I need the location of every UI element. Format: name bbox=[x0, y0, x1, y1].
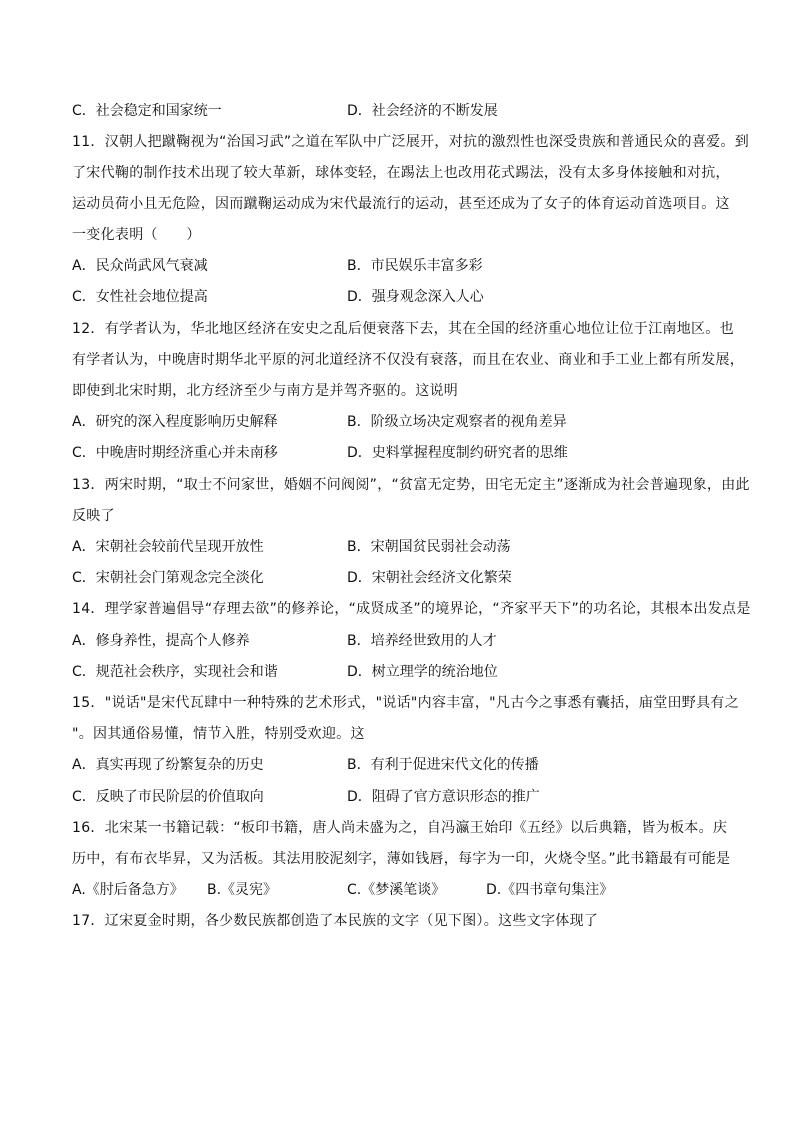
q15-stem-line-2: "。因其通俗易懂，情节入胜，特别受欢迎。这 bbox=[72, 726, 365, 742]
q15-option-c[interactable]: C．反映了市民阶层的价值取向 bbox=[72, 789, 264, 805]
q14-option-a[interactable]: A．修身养性，提高个人修养 bbox=[72, 633, 250, 649]
q11-option-a[interactable]: A．民众尚武风气衰减 bbox=[72, 258, 208, 274]
q11-stem-line-1: 11．汉朝人把蹴鞠视为“治国习武”之道在军队中广泛展开，对抗的激烈性也深受贵族和普通民众的喜爱。到 bbox=[72, 134, 750, 150]
q16-option-a[interactable]: A.《肘后备急方》 bbox=[72, 882, 184, 898]
q13-option-a[interactable]: A．宋朝社会较前代呈现开放性 bbox=[72, 539, 264, 555]
q14-option-b[interactable]: B．培养经世致用的人才 bbox=[347, 633, 497, 649]
q16-option-b[interactable]: B.《灵宪》 bbox=[207, 882, 278, 898]
q12-stem-line-2: 有学者认为，中晚唐时期华北平原的河北道经济不仅没有衰落，而且在农业、商业和手工业上都有所发展， bbox=[72, 352, 745, 368]
q10-option-d[interactable]: D．社会经济的不断发展 bbox=[347, 103, 498, 119]
q11-stem-line-3: 运动员荷小且无危险，因而蹴鞠运动成为宋代最流行的运动，甚至还成为了女子的体育运动首选项目。这 bbox=[72, 196, 730, 212]
q12-option-c[interactable]: C．中晚唐时期经济重心并未南移 bbox=[72, 445, 278, 461]
q16-stem-line-1: 16．北宋某一书籍记载：“板印书籍，唐人尚未盛为之，自冯瀛王始印《五经》以后典籍，皆为板本。庆 bbox=[72, 820, 728, 836]
q16-option-c[interactable]: C.《梦溪笔谈》 bbox=[347, 882, 446, 898]
q14-option-c[interactable]: C．规范社会秩序，实现社会和谐 bbox=[72, 664, 278, 680]
q11-option-c[interactable]: C．女性社会地位提高 bbox=[72, 289, 208, 305]
q13-stem-line-2: 反映了 bbox=[72, 508, 115, 524]
q14-option-d[interactable]: D．树立理学的统治地位 bbox=[347, 664, 498, 680]
q12-stem-line-1: 12．有学者认为，华北地区经济在安史之乱后便衰落下去，其在全国的经济重心地位让位于江南地区。也 bbox=[72, 321, 734, 337]
q12-option-d[interactable]: D．史料掌握程度制约研究者的思维 bbox=[347, 445, 568, 461]
q12-option-a[interactable]: A．研究的深入程度影响历史解释 bbox=[72, 414, 278, 430]
q10-option-c[interactable]: C．社会稳定和国家统一 bbox=[72, 103, 222, 119]
q12-stem-line-3: 即使到北宋时期，北方经济至少与南方是并驾齐驱的。这说明 bbox=[72, 383, 459, 399]
q13-stem-line-1: 13．两宋时期，“取士不问家世，婚姻不问阀阅”，“贫富无定势，田宅无定主”逐渐成为社会普遍现象，由此 bbox=[72, 477, 750, 493]
q13-option-c[interactable]: C．宋朝社会门第观念完全淡化 bbox=[72, 570, 264, 586]
q16-option-d[interactable]: D.《四书章句集注》 bbox=[486, 882, 614, 898]
q15-stem-line-1: 15．"说话"是宋代瓦肆中一种特殊的艺术形式，"说话"内容丰富，"凡古今之事悉有囊括，庙堂田野具有之 bbox=[72, 695, 740, 711]
q17-stem-line-1: 17．辽宋夏金时期，各少数民族都创造了本民族的文字（见下图）。这些文字体现了 bbox=[72, 913, 599, 929]
q14-stem-line-1: 14．理学家普遍倡导“存理去欲”的修养论，“成贤成圣”的境界论，“齐家平天下”的功名论，其根本出发点是 bbox=[72, 601, 751, 617]
q11-option-d[interactable]: D．强身观念深入人心 bbox=[347, 289, 484, 305]
q13-option-b[interactable]: B．宋朝国贫民弱社会动荡 bbox=[347, 539, 511, 555]
q11-option-b[interactable]: B．市民娱乐丰富多彩 bbox=[347, 258, 483, 274]
q15-option-d[interactable]: D．阻碍了官方意识形态的推广 bbox=[347, 789, 540, 805]
q11-stem-line-2: 了宋代鞠的制作技术出现了较大革新，球体变轻，在踢法上也改用花式踢法，没有太多身体接触和对抗， bbox=[72, 165, 730, 181]
q15-option-a[interactable]: A．真实再现了纷繁复杂的历史 bbox=[72, 757, 264, 773]
q11-stem-line-4: 一变化表明（ ） bbox=[72, 227, 201, 243]
q12-option-b[interactable]: B．阶级立场决定观察者的视角差异 bbox=[347, 414, 567, 430]
q15-option-b[interactable]: B．有利于促进宋代文化的传播 bbox=[347, 757, 539, 773]
q16-stem-line-2: 历中，有布衣毕昇，又为活板。其法用胶泥刻字，薄如钱唇，每字为一印，火烧令坚。”此书籍最有可能是 bbox=[72, 851, 731, 867]
q13-option-d[interactable]: D．宋朝社会经济文化繁荣 bbox=[347, 570, 512, 586]
